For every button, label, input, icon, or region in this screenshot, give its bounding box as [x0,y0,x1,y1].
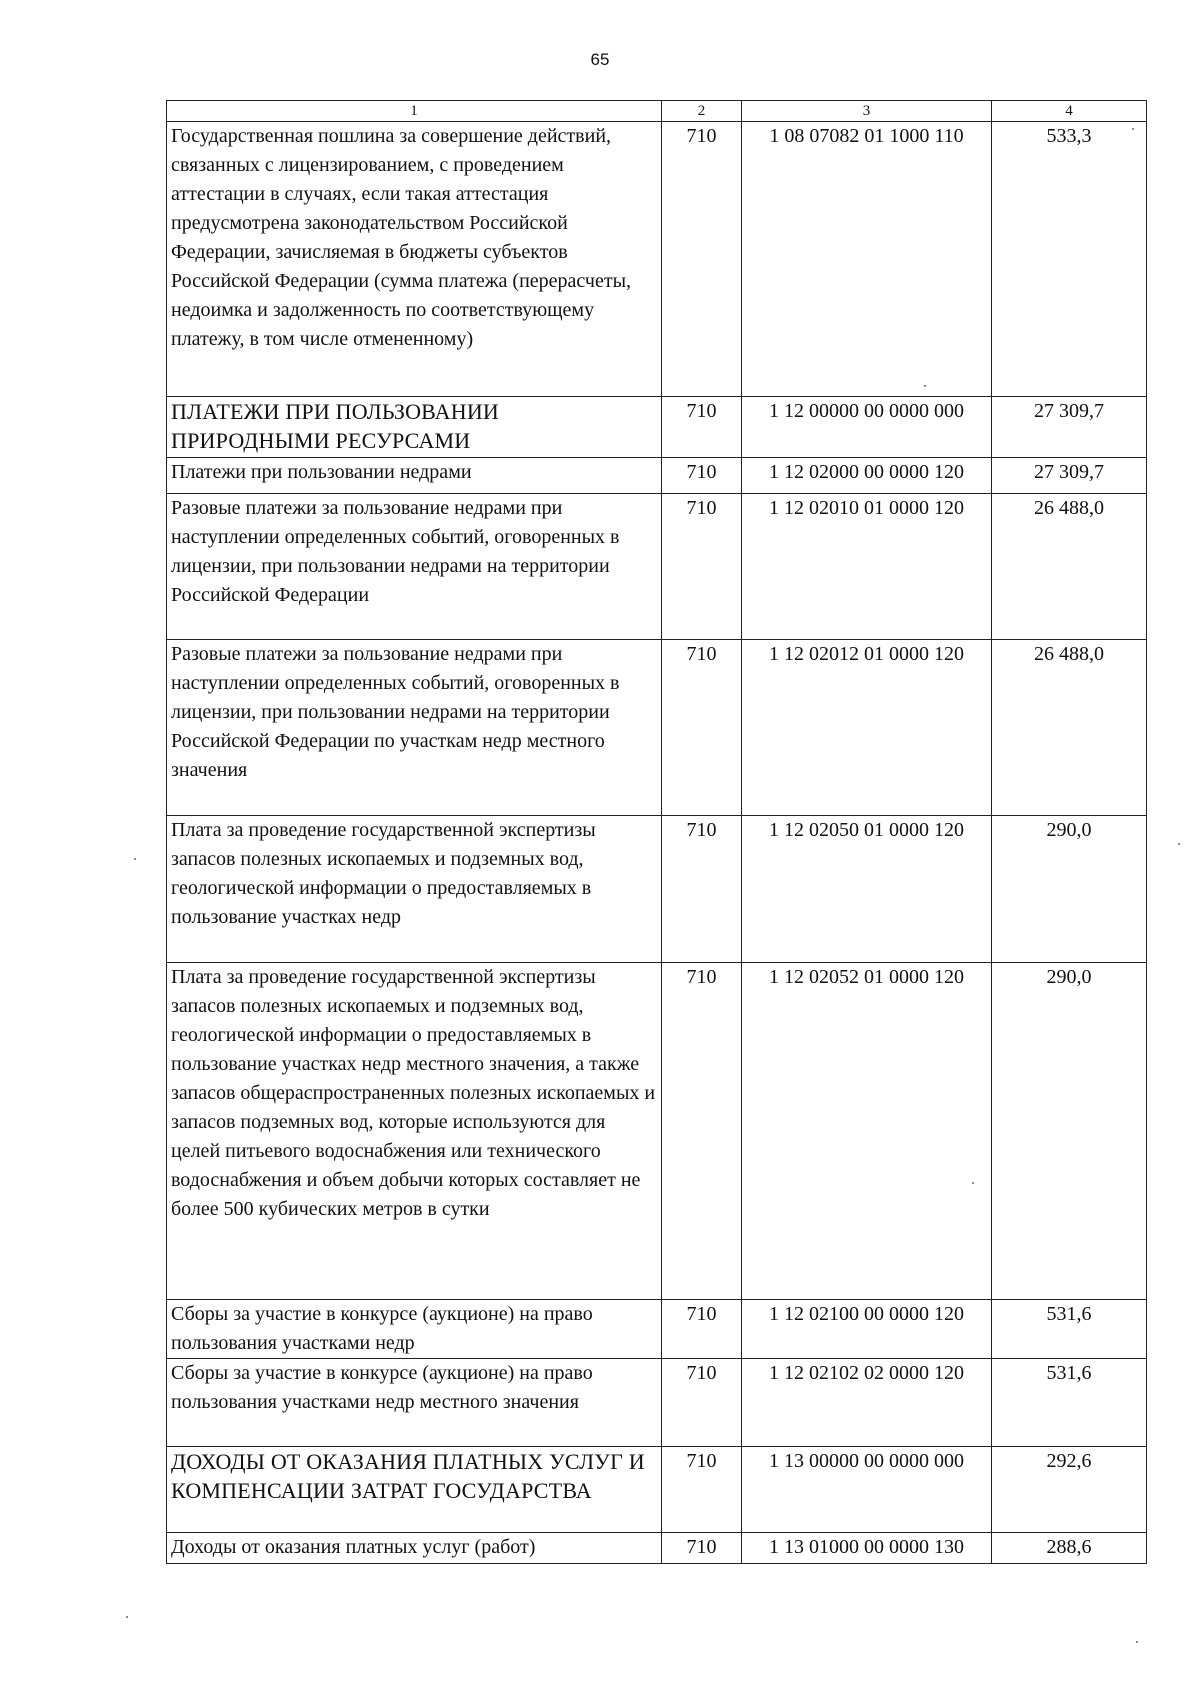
row-admin-code-cell: 710 [662,397,742,458]
table-row [167,1533,1147,1564]
row-admin-code-cell: 710 [662,1359,742,1447]
table-row [167,494,1147,640]
scan-speck [1178,843,1180,845]
table-row [167,963,1147,1300]
row-admin-code-cell: 710 [662,1447,742,1533]
row-admin-code-cell: 710 [662,1533,742,1564]
table-row [167,640,1147,816]
row-admin-code-cell: 710 [662,640,742,816]
row-name-cell: Разовые платежи за пользование недрами при наступлении определенных событий, оговоренных в лицензии, при пользовании недрами на территории Российской Федерации [167,494,662,640]
row-amount-cell: 27 309,7 [992,458,1147,494]
row-budget-code-cell: 1 12 00000 00 0000 000 [742,397,992,458]
row-name-cell: Сборы за участие в конкурсе (аукционе) на право пользования участками недр местного значения [167,1359,662,1447]
row-name-cell: Государственная пошлина за совершение действий, связанных с лицензированием, с проведением аттестации в случаях, если такая аттестация предусмотрена законодательством Российской Федерации, зачисляемая в бюджеты субъектов Российской Федерации (сумма платежа (перерасчеты, недоимка и задолженность по соответствующему платежу, в том числе отмененному) [167,122,662,397]
row-budget-code-cell: 1 12 02012 01 0000 120 [742,640,992,816]
column-header-4: 4 [992,101,1147,122]
row-admin-code-cell: 710 [662,458,742,494]
row-budget-code-cell: 1 12 02050 01 0000 120 [742,816,992,963]
table-row [167,397,1147,458]
table-row [167,458,1147,494]
table-row [167,816,1147,963]
row-name-cell: ПЛАТЕЖИ ПРИ ПОЛЬЗОВАНИИ ПРИРОДНЫМИ РЕСУРСАМИ [167,397,662,458]
row-amount-cell: 290,0 [992,963,1147,1300]
row-admin-code-cell: 710 [662,122,742,397]
column-header-3: 3 [742,101,992,122]
row-admin-code-cell: 710 [662,963,742,1300]
row-amount-cell: 531,6 [992,1359,1147,1447]
row-budget-code-cell: 1 12 02102 02 0000 120 [742,1359,992,1447]
column-header-2: 2 [662,101,742,122]
row-amount-cell: 288,6 [992,1533,1147,1564]
scan-speck [126,1616,128,1618]
scan-speck [924,385,926,387]
row-amount-cell: 26 488,0 [992,640,1147,816]
column-header-1: 1 [167,101,662,122]
row-amount-cell: 292,6 [992,1447,1147,1533]
revenue-table [166,100,1147,1564]
row-budget-code-cell: 1 08 07082 01 1000 110 [742,122,992,397]
row-amount-cell: 290,0 [992,816,1147,963]
scan-speck [972,1182,974,1184]
row-budget-code-cell: 1 12 02052 01 0000 120 [742,963,992,1300]
row-amount-cell: 27 309,7 [992,397,1147,458]
row-budget-code-cell: 1 13 01000 00 0000 130 [742,1533,992,1564]
row-budget-code-cell: 1 12 02100 00 0000 120 [742,1300,992,1359]
table-row [167,1300,1147,1359]
row-name-cell: ДОХОДЫ ОТ ОКАЗАНИЯ ПЛАТНЫХ УСЛУГ И КОМПЕНСАЦИИ ЗАТРАТ ГОСУДАРСТВА [167,1447,662,1533]
row-budget-code-cell: 1 13 00000 00 0000 000 [742,1447,992,1533]
row-name-cell: Сборы за участие в конкурсе (аукционе) на право пользования участками недр [167,1300,662,1359]
scan-speck [1132,128,1134,130]
row-budget-code-cell: 1 12 02000 00 0000 120 [742,458,992,494]
scan-speck [134,858,136,860]
row-name-cell: Плата за проведение государственной экспертизы запасов полезных ископаемых и подземных вод, геологической информации о предоставляемых в пользование участках недр местного значения, а также запасов общераспространенных полезных ископаемых и запасов подземных вод, которые используются для целей питьевого водоснабжения или технического водоснабжения и объем добычи которых составляет не более 500 кубических метров в сутки [167,963,662,1300]
scan-speck [1136,1641,1138,1643]
row-name-cell: Плата за проведение государственной экспертизы запасов полезных ископаемых и подземных вод, геологической информации о предоставляемых в пользование участках недр [167,816,662,963]
page-number: 65 [590,50,610,69]
table-row [167,122,1147,397]
row-name-cell: Платежи при пользовании недрами [167,458,662,494]
row-name-cell: Разовые платежи за пользование недрами при наступлении определенных событий, оговоренных в лицензии, при пользовании недрами на территории Российской Федерации по участкам недр местного значения [167,640,662,816]
row-amount-cell: 531,6 [992,1300,1147,1359]
row-admin-code-cell: 710 [662,1300,742,1359]
row-admin-code-cell: 710 [662,494,742,640]
column-number-row [167,101,1147,122]
row-amount-cell: 26 488,0 [992,494,1147,640]
row-name-cell: Доходы от оказания платных услуг (работ) [167,1533,662,1564]
row-budget-code-cell: 1 12 02010 01 0000 120 [742,494,992,640]
row-amount-cell: 533,3 [992,122,1147,397]
table-row [167,1359,1147,1447]
table-row [167,1447,1147,1533]
row-admin-code-cell: 710 [662,816,742,963]
